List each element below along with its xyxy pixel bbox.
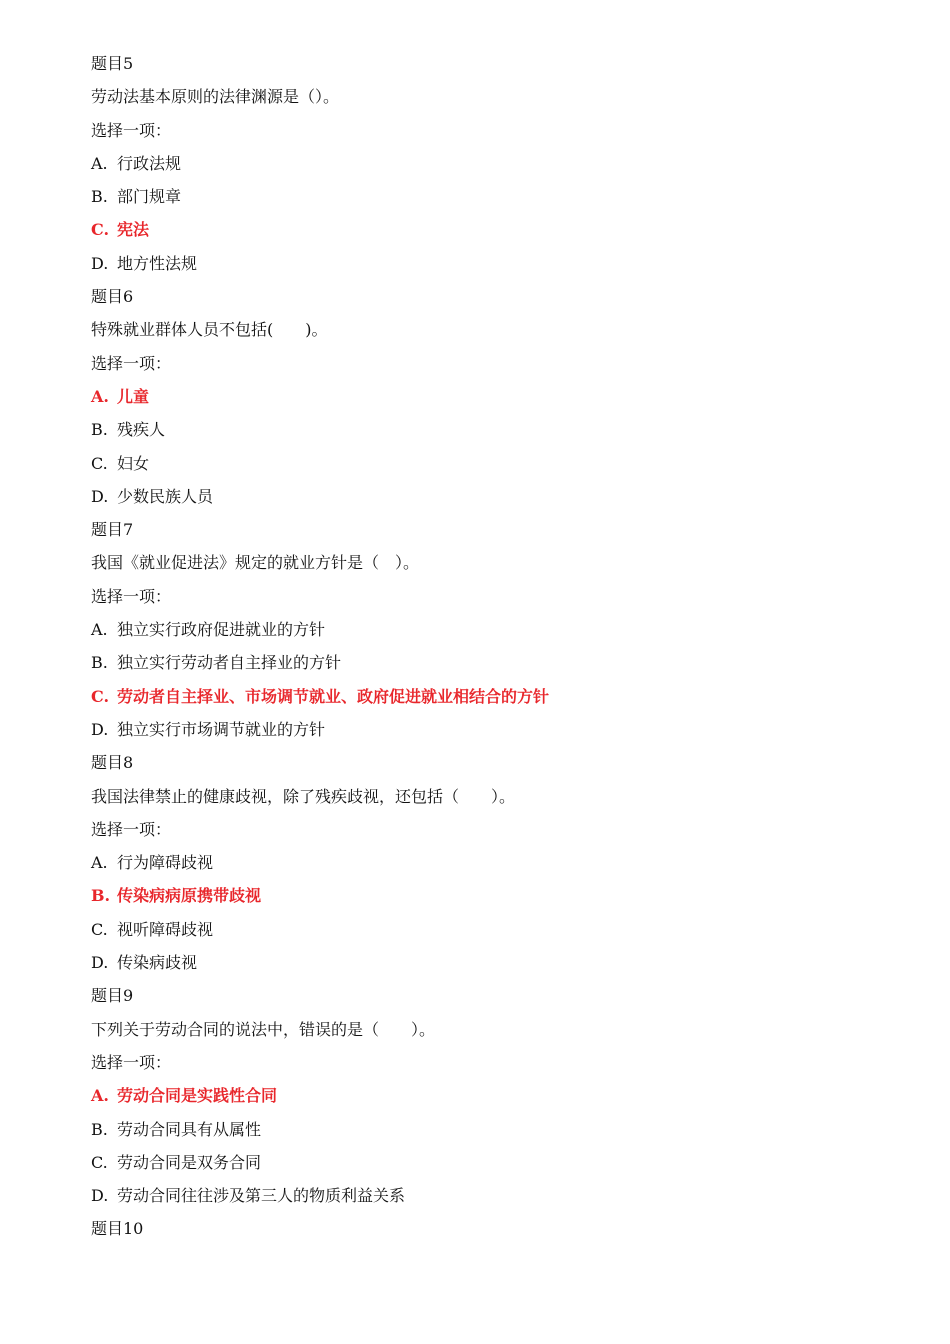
option-b-correct [91, 885, 911, 918]
choose-one-prompt: 选择一项： [91, 1052, 172, 1072]
option-d [91, 1185, 911, 1218]
option-text: 劳动合同是双务合同 [117, 1152, 262, 1172]
option-c-correct [91, 686, 911, 719]
option-d [91, 719, 911, 752]
option-b [91, 419, 911, 452]
option-text: 妇女 [117, 453, 150, 473]
option-text: 劳动者自主择业、市场调节就业、政府促进就业相结合的方针 [117, 686, 550, 706]
option-a [91, 619, 911, 652]
option-letter: C. [91, 453, 108, 473]
option-text: 行为障碍歧视 [117, 853, 214, 873]
option-letter: D. [91, 719, 109, 739]
option-letter: B. [91, 886, 111, 906]
option-d [91, 253, 911, 286]
option-c [91, 1152, 911, 1185]
option-b [91, 186, 911, 219]
option-letter: A. [91, 153, 108, 173]
option-c-correct [91, 219, 911, 252]
choose-one-prompt: 选择一项： [91, 586, 172, 606]
option-letter: A. [91, 620, 108, 640]
option-b [91, 652, 911, 685]
choose-one-prompt: 选择一项： [91, 120, 172, 140]
option-text: 传染病病原携带歧视 [117, 886, 262, 906]
option-c [91, 919, 911, 952]
option-letter: D. [91, 1186, 109, 1206]
option-text: 劳动合同具有从属性 [117, 1119, 262, 1139]
question-stem: 我国法律禁止的健康歧视，除了残疾歧视，还包括（ ）。 [91, 786, 516, 806]
choose-one-prompt: 选择一项： [91, 819, 172, 839]
option-text: 残疾人 [117, 420, 166, 440]
option-letter: A. [91, 1086, 109, 1106]
option-letter: C. [91, 1152, 108, 1172]
choose-one-prompt: 选择一项： [91, 353, 172, 373]
option-text: 少数民族人员 [117, 486, 214, 506]
option-d [91, 952, 911, 985]
option-a [91, 852, 911, 885]
option-letter: B. [91, 187, 108, 207]
option-letter: D. [91, 953, 109, 973]
option-text: 行政法规 [117, 153, 182, 173]
option-c [91, 453, 911, 486]
option-text: 劳动合同是实践性合同 [117, 1086, 278, 1106]
question-stem: 下列关于劳动合同的说法中，错误的是（ ）。 [91, 1019, 436, 1039]
option-letter: C. [91, 686, 110, 706]
option-letter: A. [91, 853, 108, 873]
question-heading: 题目8 [91, 753, 134, 773]
option-text: 视听障碍歧视 [117, 919, 214, 939]
option-text: 独立实行政府促进就业的方针 [117, 620, 326, 640]
question-heading: 题目10 [91, 1219, 144, 1239]
option-d [91, 486, 911, 519]
question-heading: 题目9 [91, 986, 134, 1006]
option-letter: B. [91, 653, 108, 673]
option-text: 独立实行市场调节就业的方针 [117, 719, 326, 739]
question-stem: 劳动法基本原则的法律渊源是（）。 [91, 87, 340, 107]
question-heading: 题目5 [91, 54, 134, 73]
option-letter: D. [91, 486, 109, 506]
option-text: 部门规章 [117, 187, 182, 207]
option-letter: D. [91, 253, 109, 273]
option-letter: B. [91, 1119, 108, 1139]
option-text: 宪法 [117, 220, 150, 240]
option-letter: C. [91, 919, 108, 939]
option-text: 独立实行劳动者自主择业的方针 [117, 653, 342, 673]
option-text: 传染病歧视 [117, 953, 198, 973]
question-heading: 题目7 [91, 520, 134, 540]
option-text: 劳动合同往往涉及第三人的物质利益关系 [117, 1186, 406, 1206]
option-letter: B. [91, 420, 108, 440]
option-text: 地方性法规 [117, 253, 198, 273]
quiz-page [91, 53, 911, 1252]
question-stem: 我国《就业促进法》规定的就业方针是（ ）。 [91, 553, 420, 573]
option-b [91, 1119, 911, 1152]
option-a [91, 153, 911, 186]
option-a-correct [91, 386, 911, 419]
option-letter: C. [91, 220, 110, 240]
question-heading: 题目6 [91, 287, 134, 307]
question-stem: 特殊就业群体人员不包括( )。 [91, 320, 328, 340]
option-text: 儿童 [117, 386, 150, 406]
option-a-correct [91, 1085, 911, 1118]
option-letter: A. [91, 386, 109, 406]
